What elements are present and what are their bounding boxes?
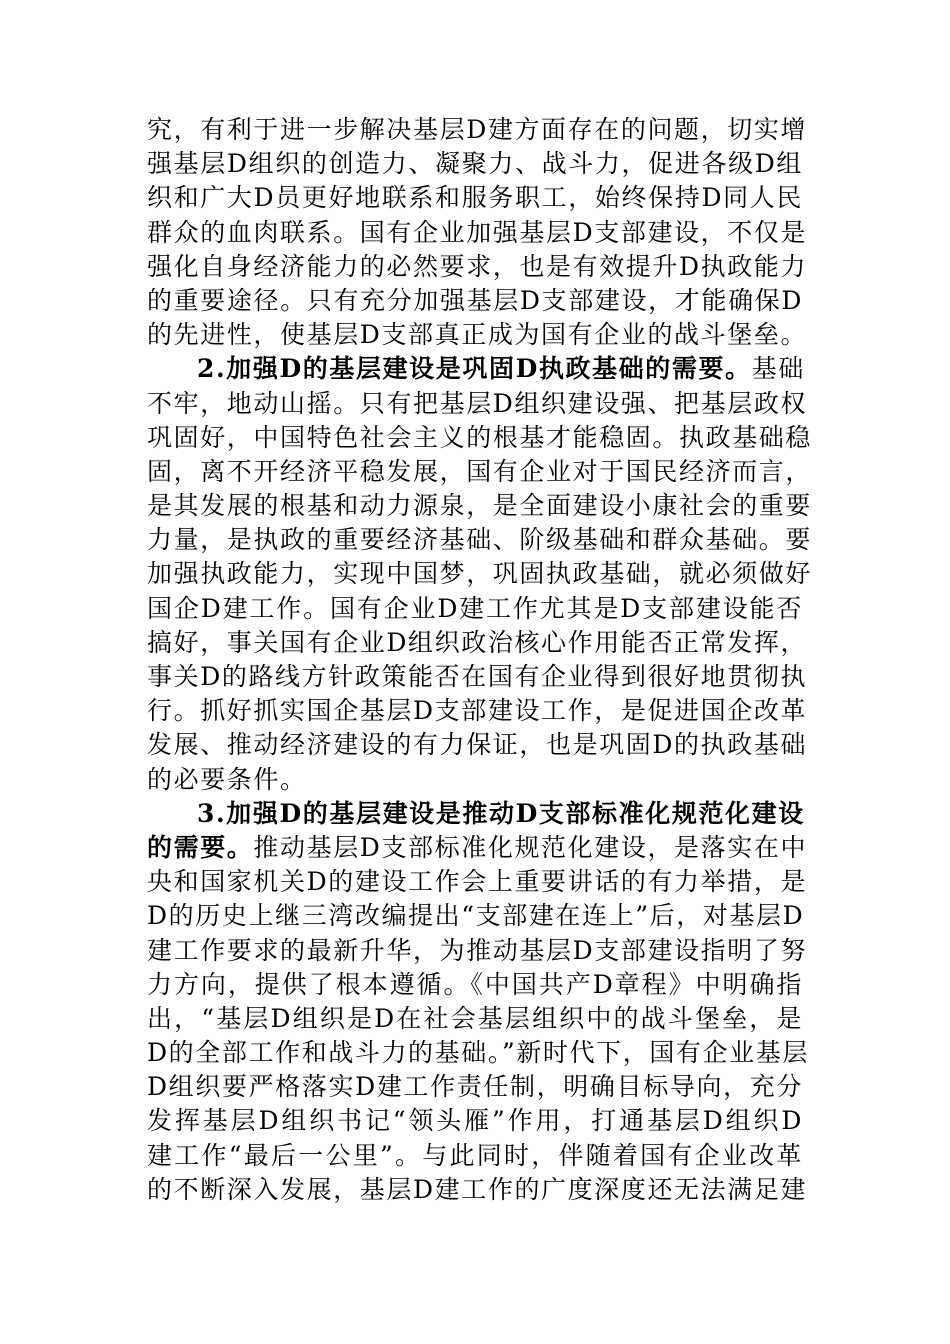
text-line: 搞好，事关国有企业D组织政治核心作用能否正常发挥，	[147, 627, 808, 657]
paragraph-3-lines	[147, 865, 809, 1207]
text-line: 的必要条件。	[147, 764, 307, 794]
text-line: 的重要途径。只有充分加强基层D支部建设，才能确保D	[147, 285, 803, 315]
text-line: 建工作“最后一公里”。与此同时，伴随着国有企业改革	[147, 1140, 803, 1170]
paragraph-3-second-line	[147, 831, 808, 865]
text-line: 织和广大D员更好地联系和服务职工，始终保持D同人民	[147, 183, 803, 213]
text-line: 出，“基层D组织是D在社会基层组织中的战斗堡垒，是	[147, 1003, 803, 1033]
text-line: 究，有利于进一步解决基层D建方面存在的问题，切实增	[147, 115, 808, 144]
text-line: 的先进性，使基层D支部真正成为国有企业的战斗堡垒。	[147, 320, 808, 350]
text-line: 央和国家机关D的建设工作会上重要讲话的有力举措，是	[147, 867, 808, 897]
paragraph-2-first-rest: 基础	[751, 354, 805, 384]
text-line: 加强执政能力，实现中国梦，巩固执政基础，就必须做好	[147, 559, 813, 589]
text-line: D组织要严格落实D建工作责任制，明确目标导向，充分	[147, 1072, 803, 1102]
paragraph-2-first-line	[147, 352, 803, 386]
paragraph-3	[147, 797, 809, 1207]
text-line: 不牢，地动山摇。只有把基层D组织建设强、把基层政权	[147, 388, 808, 418]
paragraph-2	[147, 352, 813, 796]
text-line: 力方向，提供了根本遵循。《中国共产D章程》中明确指	[147, 969, 803, 999]
paragraph-1	[147, 113, 808, 352]
paragraph-3-second-rest: 推动基层D支部标准化规范化建设，是落实在中	[253, 832, 808, 862]
paragraph-2-lines	[147, 387, 813, 797]
text-line: 力量，是执政的重要经济基础、阶级基础和群众基础。要	[147, 525, 813, 555]
paragraph-2-heading: 2.加强D的基层建设是巩固D执政基础的需要。	[197, 354, 752, 384]
text-line: 行。抓好抓实国企基层D支部建设工作，是促进国企改革	[147, 696, 808, 726]
document-body	[147, 113, 813, 1207]
paragraph-3-first-line	[147, 797, 803, 831]
paragraph-3-heading-part-1: 3.加强D的基层建设是推动D支部标准化规范化建设	[197, 798, 805, 828]
text-line: 是其发展的根基和动力源泉，是全面建设小康社会的重要	[147, 491, 813, 521]
text-line: 固，离不开经济平稳发展，国有企业对于国民经济而言，	[147, 456, 813, 486]
text-line: 国企D建工作。国有企业D建工作尤其是D支部建设能否	[147, 593, 803, 623]
text-line: 强基层D组织的创造力、凝聚力、战斗力，促进各级D组	[147, 149, 803, 179]
paragraph-3-heading-part-2: 的需要。	[147, 832, 254, 862]
text-line: 发展、推动经济建设的有力保证，也是巩固D的执政基础	[147, 730, 808, 760]
text-line: 事关D的路线方针政策能否在国有企业得到很好地贯彻执	[147, 662, 808, 691]
text-line: D的全部工作和战斗力的基础。”新时代下，国有企业基层	[147, 1038, 809, 1068]
text-line: 强化自身经济能力的必然要求，也是有效提升D执政能力	[147, 251, 808, 281]
text-line: 发挥基层D组织书记“领头雁”作用，打通基层D组织D	[147, 1106, 803, 1136]
text-line: 群众的血肉联系。国有企业加强基层D支部建设，不仅是	[147, 217, 808, 247]
text-line: 巩固好，中国特色社会主义的根基才能稳固。执政基础稳	[147, 422, 813, 452]
text-line: 建工作要求的最新升华，为推动基层D支部建设指明了努	[147, 935, 808, 965]
text-line: D的历史上继三湾改编提出“支部建在连上”后，对基层D	[147, 901, 805, 931]
text-line: 的不断深入发展，基层D建工作的广度深度还无法满足建	[147, 1174, 808, 1204]
